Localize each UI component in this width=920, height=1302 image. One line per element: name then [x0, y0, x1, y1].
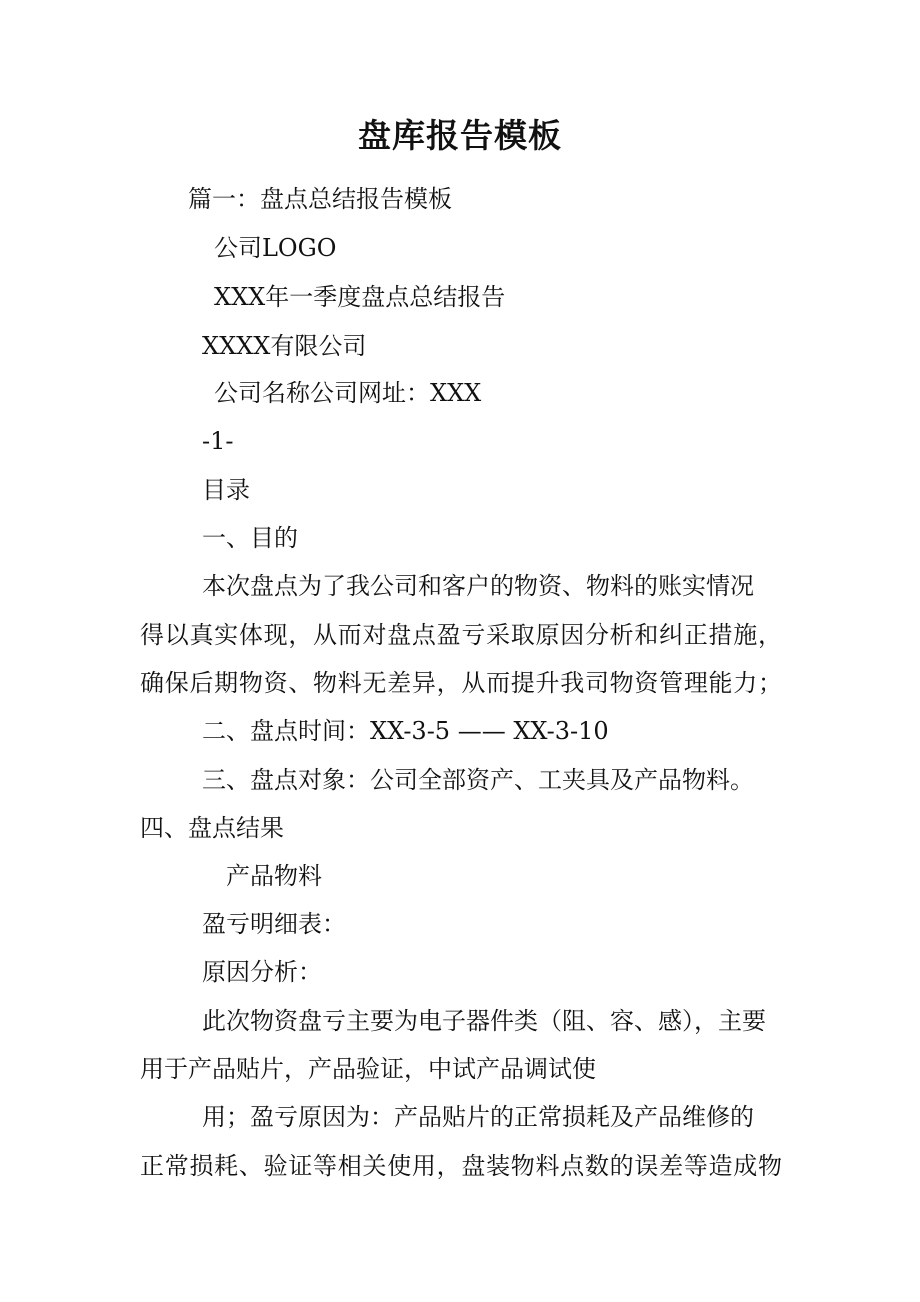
company-website-line: 公司名称公司网址：XXX	[214, 379, 482, 407]
inventory-object-line: 三、盘点对象：公司全部资产、工夹具及产品物料。	[202, 766, 754, 794]
analysis-paragraph-line-3: 用；盈亏原因为：产品贴片的正常损耗及产品维修的	[202, 1103, 754, 1131]
report-title-line: XXX年一季度盘点总结报告	[214, 283, 506, 311]
toc-heading: 目录	[202, 476, 250, 504]
document-title: 盘库报告模板	[358, 116, 562, 155]
page-number: -1-	[202, 427, 234, 455]
purpose-paragraph-line-1: 本次盘点为了我公司和客户的物资、物料的账实情况	[202, 572, 754, 600]
cause-analysis-heading: 原因分析：	[202, 958, 322, 986]
purpose-paragraph-line-3: 确保后期物资、物料无差异，从而提升我司物资管理能力；	[140, 669, 782, 697]
product-materials-label: 产品物料	[226, 862, 322, 890]
company-logo-label: 公司LOGO	[214, 234, 337, 262]
inventory-time-line: 二、盘点时间：XX-3-5 —— XX-3-10	[202, 717, 609, 745]
section-heading-part1: 篇一：盘点总结报告模板	[188, 185, 452, 213]
purpose-heading: 一、目的	[202, 524, 298, 552]
analysis-paragraph-line-4: 正常损耗、验证等相关使用，盘装物料点数的误差等造成物	[140, 1152, 782, 1180]
company-name-line: XXXX有限公司	[202, 332, 367, 360]
analysis-paragraph-line-1: 此次物资盘亏主要为电子器件类（阻、容、感），主要	[202, 1007, 766, 1035]
analysis-paragraph-line-2: 用于产品贴片，产品验证，中试产品调试使	[140, 1055, 596, 1083]
profit-loss-table-label: 盈亏明细表：	[202, 910, 346, 938]
purpose-paragraph-line-2: 得以真实体现，从而对盘点盈亏采取原因分析和纠正措施，	[140, 621, 782, 649]
results-heading: 四、盘点结果	[140, 814, 284, 842]
